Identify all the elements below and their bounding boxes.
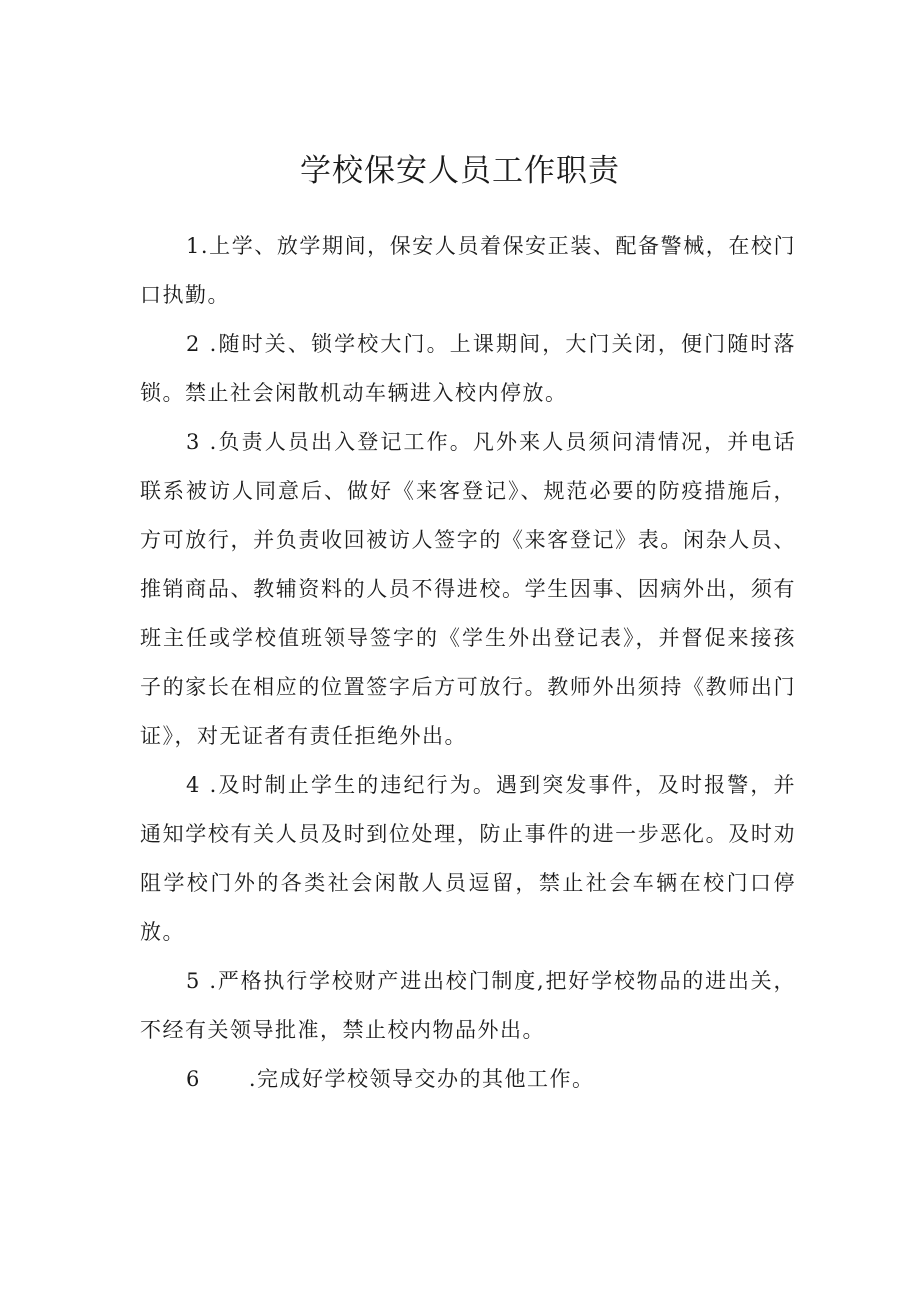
paragraph-number: 5 . (186, 969, 218, 993)
paragraph-6 (140, 1055, 796, 1104)
paragraph-number: 4 . (186, 773, 218, 797)
paragraph-number: 3 . (186, 430, 218, 454)
paragraph-text: 及时制止学生的违纪行为。遇到突发事件，及时报警，并通知学校有关人员及时到位处理，防止事件的进一步恶化。及时劝阻学校门外的各类社会闲散人员逗留，禁止社会车辆在校门口停放。 (140, 773, 796, 944)
paragraph-number: 2 . (186, 332, 218, 356)
paragraph-2 (140, 320, 796, 418)
document-body (140, 222, 796, 1104)
paragraph-text: 严格执行学校财产进出校门制度,把好学校物品的进出关，不经有关领导批准，禁止校内物品外出。 (140, 969, 796, 1042)
paragraph-5 (140, 957, 796, 1055)
document-title: 学校保安人员工作职责 (300, 153, 620, 189)
paragraph-4 (140, 761, 796, 957)
paragraph-1 (140, 222, 796, 320)
paragraph-3 (140, 418, 796, 761)
paragraph-text: 随时关、锁学校大门。上课期间，大门关闭，便门随时落锁。禁止社会闲散机动车辆进入校内停放。 (140, 332, 796, 405)
paragraph-text: .完成好学校领导交办的其他工作。 (248, 1067, 595, 1091)
paragraph-text: 上学、放学期间，保安人员着保安正装、配备警械，在校门口执勤。 (140, 234, 796, 307)
paragraph-number: 1. (186, 234, 210, 258)
paragraph-text: 负责人员出入登记工作。凡外来人员须问清情况，并电话联系被访人同意后、做好《来客登记》、规范必要的防疫措施后，方可放行，并负责收回被访人签字的《来客登记》表。闲杂人员、推销商品、教辅资料的人员不得进校。学生因事、因病外出，须有班主任或学校值班领导签字的《学生外出登记表》，并督促来接孩子的家长在相应的位置签字后方可放行。教师外出须持《教师出门证》，对无证者有责任拒绝外出。 (140, 430, 796, 748)
paragraph-number: 6 (186, 1067, 201, 1091)
